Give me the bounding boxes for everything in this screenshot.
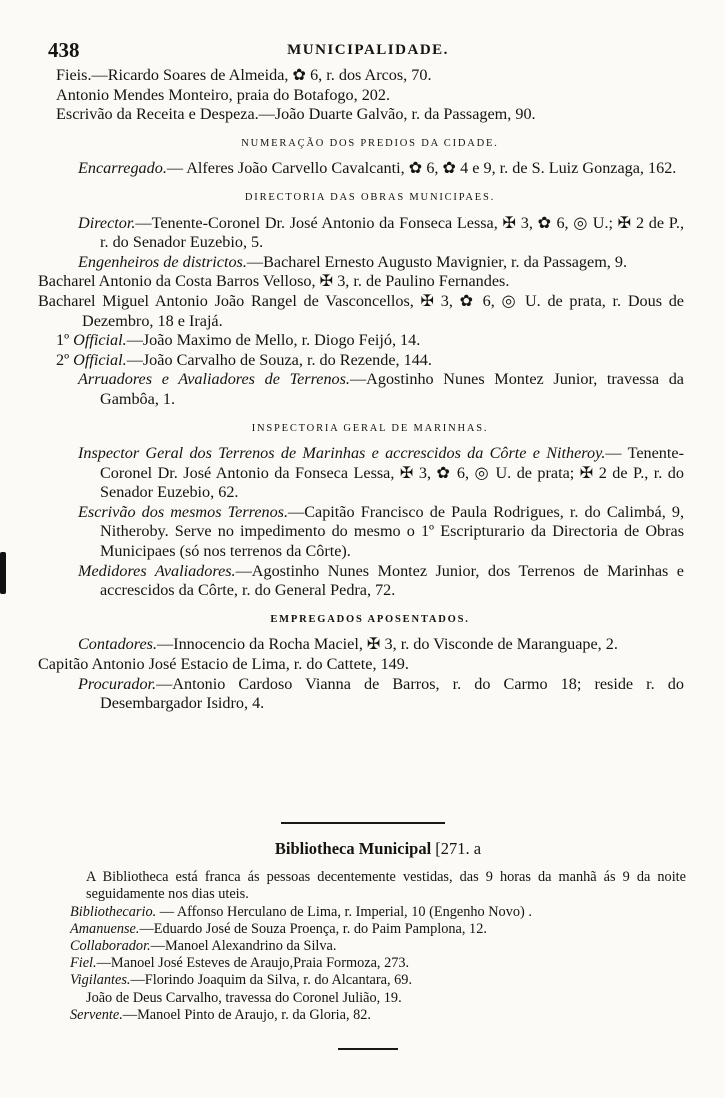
role-label: Official. [73, 331, 127, 350]
bibliotheca-heading [70, 840, 686, 857]
staff-entry [70, 955, 686, 972]
page-number: 438 [48, 38, 80, 62]
entry-text: —Manoel Pinto de Araujo, r. da Gloria, 82. [122, 1006, 371, 1023]
entry-text: —João Maximo de Mello, r. Diogo Feijó, 14. [126, 331, 421, 350]
scan-edge-mark [0, 552, 6, 594]
staff-entry [70, 1007, 686, 1024]
bibliotheca-title: Bibliotheca Municipal [274, 839, 432, 858]
entry-medidores [56, 562, 684, 601]
entry-bacharel-velloso: Bacharel Antonio da Costa Barros Velloso, ✠ 3, r. de Paulino Fernandes. [38, 272, 510, 291]
ordinal: 1º [56, 331, 74, 350]
staff-entry [70, 938, 686, 955]
role-label: Director. [78, 213, 136, 232]
ordinal: 2º [56, 350, 74, 369]
entry-text: — Tenente-Coronel Dr. José Antonio da Fonseca Lessa, ✠ 3, ✿ 6, ◎ U. de prata; ✠ 2 de P., r. do Senador Euzebio, 62. [100, 444, 684, 502]
entry-fieis: Fieis.—Ricardo Soares de Almeida, ✿ 6, r. dos Arcos, 70. [56, 66, 432, 84]
page-header [48, 38, 688, 64]
role-label: Fiel. [70, 955, 97, 972]
entry-engenheiros [56, 253, 684, 273]
role-label: Procurador. [78, 674, 157, 693]
staff-entry [70, 990, 686, 1007]
role-label: Escrivão dos mesmos Terrenos. [78, 502, 289, 521]
section-title-obras: DIRECTORIA DAS OBRAS MUNICIPAES. [244, 191, 496, 203]
entry-2-official [56, 351, 684, 371]
role-label: Engenheiros de districtos. [78, 252, 247, 271]
entry-text: —Manoel José Esteves de Araujo,Praia Formoza, 273. [96, 955, 410, 972]
role-label: Inspector Geral dos Terrenos de Marinhas e accrescidos da Côrte e Nitheroy. [78, 444, 606, 463]
main-text [38, 66, 684, 714]
role-label: Servente. [70, 1006, 123, 1023]
role-label: Amanuense. [70, 920, 140, 937]
entry-director [56, 214, 684, 253]
entry-text: —Innocencio da Rocha Maciel, ✠ 3, r. do Visconde de Maranguape, 2. [157, 635, 618, 654]
role-label: Contadores. [78, 635, 157, 654]
entry-escrivao-terrenos [56, 503, 684, 562]
entry-1-official [56, 331, 684, 351]
section-title-marinhas: INSPECTORIA GERAL DE MARINHAS. [251, 422, 489, 434]
bibliotheca-intro: A Bibliotheca está franca ás pessoas decentemente vestidas, das 9 horas da manhã ás 9 da noite seguidamente nos dias uteis. [86, 869, 686, 903]
bibliotheca-section [70, 840, 686, 1024]
role-label: Collaborador. [70, 938, 151, 955]
section-title-numeracao: NUMERAÇÃO DOS PREDIOS DA CIDADE. [241, 137, 499, 149]
staff-entry [70, 972, 686, 989]
closing-rule [338, 1048, 398, 1050]
entry-text: —Tenente-Coronel Dr. José Antonio da Fonseca Lessa, ✠ 3, ✿ 6, ◎ U.; ✠ 2 de P., r. do Senador Euzebio, 5. [100, 213, 684, 252]
entry-text: —João Carvalho de Souza, r. do Rezende, 144. [126, 350, 432, 369]
entry-procurador [56, 675, 684, 714]
entry-inspector [56, 444, 684, 503]
role-label: Vigilantes. [70, 972, 131, 989]
entry-antonio-mendes: Antonio Mendes Monteiro, praia do Botafogo, 202. [56, 85, 391, 104]
role-label: Bibliothecario. [70, 903, 157, 920]
entry-text: — Alferes João Carvello Cavalcanti, ✿ 6, ✿ 4 e 9, r. de S. Luiz Gonzaga, 162. [166, 159, 677, 178]
entry-capitao-estacio: Capitão Antonio José Estacio de Lima, r. do Cattete, 149. [38, 655, 409, 674]
bibliotheca-ref: [271. a [431, 839, 482, 858]
staff-entry [70, 921, 686, 938]
entry-text: — Affonso Herculano de Lima, r. Imperial, 10 (Engenho Novo) . [156, 903, 532, 920]
entry-text: João de Deus Carvalho, travessa do Coronel Julião, 19. [86, 989, 402, 1006]
entry-arruadores [56, 370, 684, 409]
entry-text: —Manoel Alexandrino da Silva. [150, 938, 337, 955]
role-label: Official. [73, 350, 127, 369]
entry-text: —Florindo Joaquim da Silva, r. do Alcantara, 69. [130, 972, 413, 989]
entry-text: —Eduardo José de Souza Proença, r. do Paim Pamplona, 12. [139, 920, 487, 937]
entry-text: —Agostinho Nunes Montez Junior, dos Terrenos de Marinhas e accrescidos da Côrte, r. do General Pedra, 72. [100, 561, 684, 600]
section-title-aposentados: EMPREGADOS APOSENTADOS. [270, 613, 470, 625]
entry-contadores [56, 635, 684, 655]
section-divider [281, 822, 445, 824]
entry-escrivao-receita: Escrivão da Receita e Despeza.—João Duarte Galvão, r. da Passagem, 90. [56, 105, 536, 124]
role-label: Encarregado. [78, 159, 167, 178]
role-label: Medidores Avaliadores. [78, 561, 236, 580]
bibliotheca-staff-list [70, 904, 686, 1024]
entry-bacharel-rangel: Bacharel Miguel Antonio João Rangel de Vasconcellos, ✠ 3, ✿ 6, ◎ U. de prata, r. Dous de Dezembro, 18 e Irajá. [38, 291, 684, 330]
entry-text: —Agostinho Nunes Montez Junior, travessa da Gambôa, 1. [100, 370, 684, 408]
entry-text: —Antonio Cardoso Vianna de Barros, r. do Carmo 18; reside r. do Desembargador Isidro, 4. [100, 674, 684, 713]
entry-text: —Bacharel Ernesto Augusto Mavignier, r. da Passagem, 9. [246, 252, 628, 271]
staff-entry [70, 904, 686, 921]
role-label: Arruadores e Avaliadores de Terrenos. [78, 370, 350, 389]
entry-text: —Capitão Francisco de Paula Rodrigues, r. do Calimbá, 9, Nitheroby. Serve no impedimento do mesmo o 1º Escripturario da Directoria de Obras Municipaes (só nos terrenos da Côrte). [100, 502, 684, 561]
page-title: MUNICIPALIDADE. [287, 42, 449, 58]
entry-encarregado [56, 159, 684, 179]
